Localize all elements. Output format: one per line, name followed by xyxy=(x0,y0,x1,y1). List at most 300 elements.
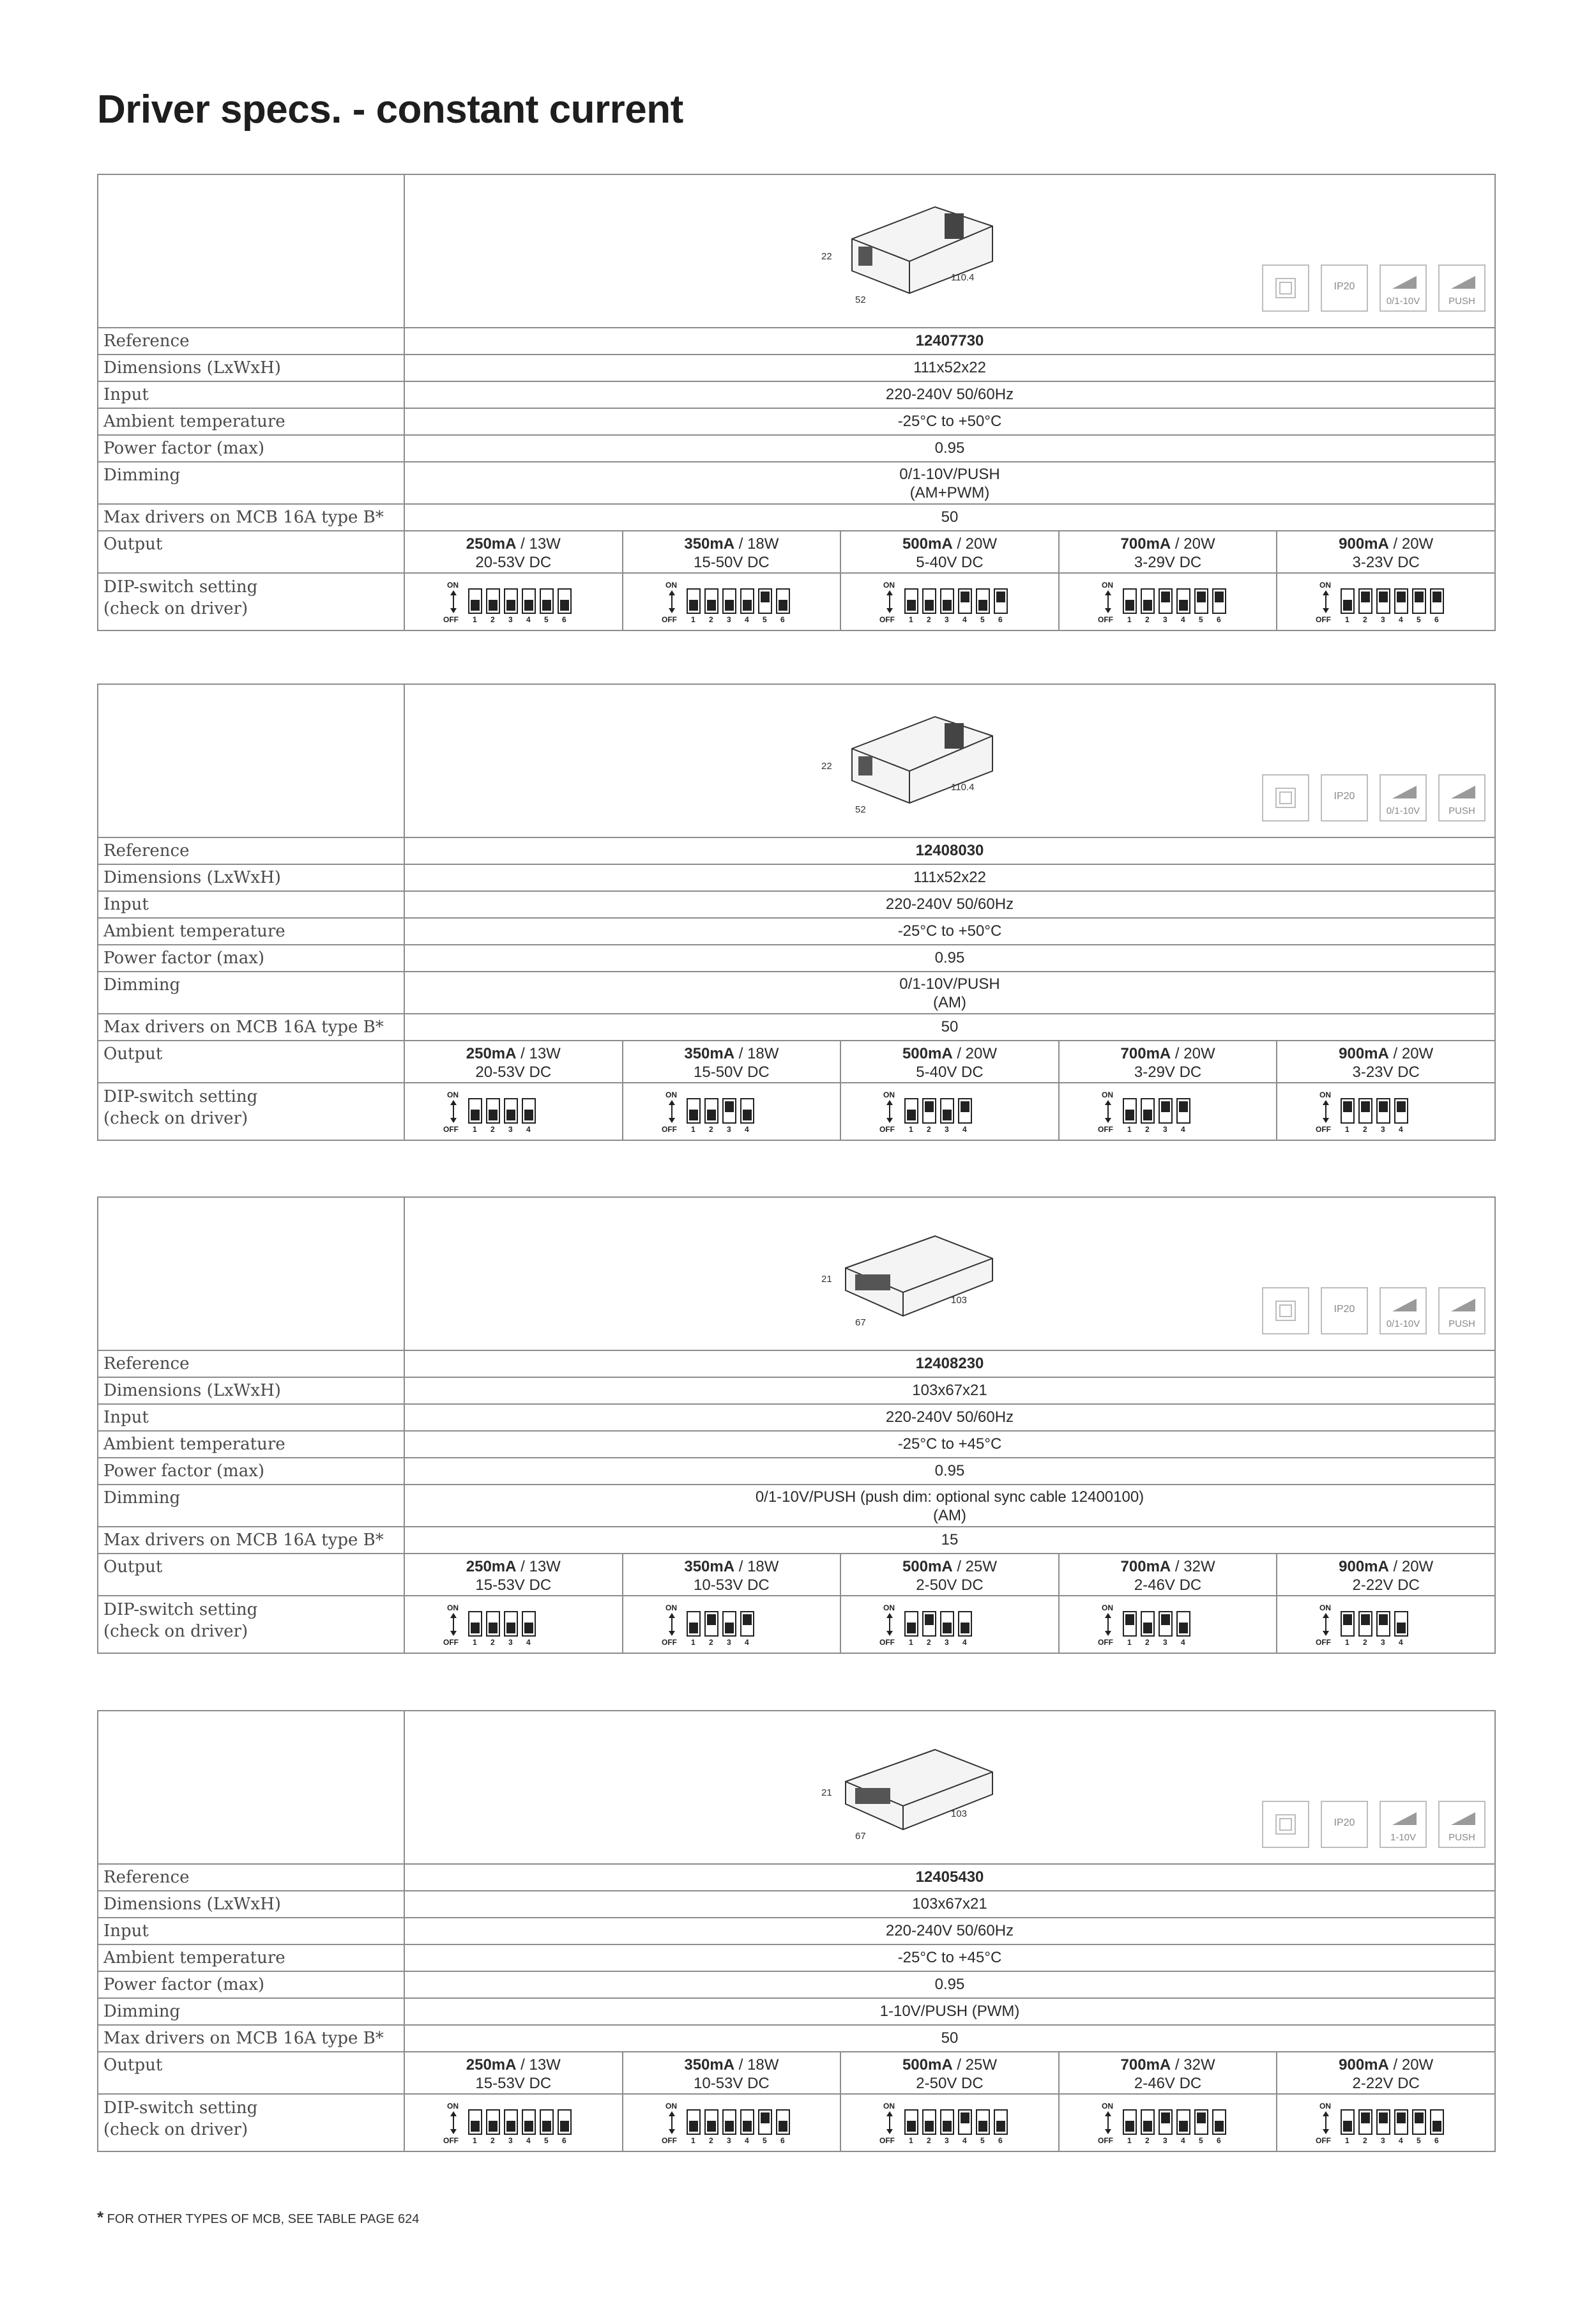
dip-switch-number: 3 xyxy=(726,2136,731,2145)
dip-switch-number: 1 xyxy=(690,615,695,624)
dip-switch-number: 4 xyxy=(744,615,749,624)
dip-switch-knob-3 xyxy=(1161,1614,1170,1625)
product-image-cell xyxy=(405,1198,1494,1350)
dip-on-label: ON xyxy=(1319,581,1332,590)
dip-switch-cells xyxy=(405,1083,1494,1140)
dip-switch-cell xyxy=(623,574,842,630)
dip-switch-number: 1 xyxy=(909,1125,913,1134)
dip-on-label: ON xyxy=(1319,1603,1332,1612)
dip-switch-knob-5 xyxy=(978,600,987,611)
output-power: / 13W xyxy=(516,535,561,553)
dip-switch-knob-1 xyxy=(689,2121,698,2132)
ramp-shape xyxy=(1451,1812,1475,1825)
dip-switch-diagram xyxy=(1316,1601,1425,1647)
dip-switch-number: 2 xyxy=(1363,1125,1368,1134)
power-factor-value: 0.95 xyxy=(934,1462,965,1479)
output-cells xyxy=(405,1041,1494,1082)
dip-arrow-up xyxy=(1105,1100,1111,1105)
dip-switch-diagram xyxy=(662,1088,771,1134)
output-current: 500mA xyxy=(902,2056,953,2074)
dip-switch-knob-3 xyxy=(1379,1101,1388,1112)
output-current-power xyxy=(1277,2056,1494,2074)
dip-switch-knob-5 xyxy=(1415,592,1424,602)
dip-switch-number: 3 xyxy=(508,1638,513,1647)
dimensions-row xyxy=(98,865,1494,892)
reference-value: 12405430 xyxy=(915,1868,984,1886)
dip-switch-number: 2 xyxy=(1144,1638,1150,1647)
reference-label: Reference xyxy=(98,838,405,864)
output-power: / 32W xyxy=(1171,1558,1215,1575)
push-dimming-icon xyxy=(1438,1801,1486,1848)
output-cell xyxy=(1277,1554,1494,1595)
output-cell xyxy=(1277,1041,1494,1082)
dimensions-row xyxy=(98,1378,1494,1405)
output-voltage: 5-40V DC xyxy=(916,1064,984,1081)
dip-switch-knob-2 xyxy=(707,1110,716,1120)
ambient-temperature-row xyxy=(98,1432,1494,1458)
dip-on-label: ON xyxy=(665,1090,677,1099)
product-image-row xyxy=(98,1198,1494,1351)
dip-switch-number: 1 xyxy=(473,615,477,624)
output-current-power xyxy=(1060,1557,1277,1576)
output-cell xyxy=(405,1554,623,1595)
feature-icons xyxy=(1262,1801,1486,1848)
dip-switch-knob-5 xyxy=(978,2121,987,2132)
output-power: / 20W xyxy=(1171,1045,1215,1062)
reference-label: Reference xyxy=(98,1865,405,1890)
dip-switch-knob-1 xyxy=(907,1623,916,1633)
dip-switch-knob-1 xyxy=(689,1623,698,1633)
ramp-icon xyxy=(1451,1299,1475,1311)
dip-switch-cell xyxy=(841,574,1060,630)
spec-table-2 xyxy=(97,684,1496,1141)
output-power: / 18W xyxy=(734,535,779,553)
blank-cell xyxy=(98,175,405,327)
output-power: / 18W xyxy=(734,1558,779,1575)
dip-switch-knob-6 xyxy=(560,2121,569,2132)
dimming-row xyxy=(98,1485,1494,1527)
push-label: PUSH xyxy=(1448,806,1475,816)
dip-switch-number: 1 xyxy=(1345,2136,1350,2145)
ambient-temperature-label: Ambient temperature xyxy=(98,919,405,944)
dim-height: 21 xyxy=(821,1787,832,1798)
dip-switch-row xyxy=(98,1083,1494,1140)
dimensions-row xyxy=(98,1891,1494,1918)
power-factor-value: 0.95 xyxy=(934,439,965,457)
dip-switch-knob-5 xyxy=(542,2121,551,2132)
driver-drawing-svg xyxy=(807,1737,999,1858)
driver-drawing-svg xyxy=(807,710,999,832)
dip-switch-diagram xyxy=(879,579,1025,625)
output-current: 700mA xyxy=(1120,2056,1171,2074)
dip-switch-knob-5 xyxy=(1415,2112,1424,2123)
max-drivers-row xyxy=(98,2026,1494,2052)
push-label: PUSH xyxy=(1448,1832,1475,1843)
dip-switch-number: 1 xyxy=(1345,1125,1350,1134)
output-voltage: 2-22V DC xyxy=(1352,2075,1420,2092)
dip-switch-number: 5 xyxy=(762,2136,767,2145)
dip-switch-number: 6 xyxy=(998,2136,1003,2145)
dip-switch-knob-3 xyxy=(725,1623,734,1633)
dip-switch-cell xyxy=(623,1596,842,1653)
dimming-label: 0/1-10V xyxy=(1386,806,1420,816)
dip-on-label: ON xyxy=(1319,2102,1332,2111)
output-power: / 20W xyxy=(1171,535,1215,553)
output-power: / 18W xyxy=(734,2056,779,2074)
max-drivers-row xyxy=(98,505,1494,531)
dimming-icon xyxy=(1379,774,1427,821)
output-power: / 20W xyxy=(952,535,998,553)
dimming-value xyxy=(405,1485,1494,1526)
dip-switch-diagram xyxy=(1098,579,1243,625)
dip-switch-knob-6 xyxy=(779,2121,787,2132)
dip-switch-knob-4 xyxy=(524,1110,533,1120)
double-square-icon xyxy=(1275,278,1296,298)
dip-switch-number: 1 xyxy=(473,1125,477,1134)
dip-arrow-down xyxy=(886,1118,893,1123)
power-factor-value: 0.95 xyxy=(934,1976,965,1993)
dip-switch-number: 4 xyxy=(1399,2136,1404,2145)
power-factor-label: Power factor (max) xyxy=(98,436,405,461)
dip-switch-cell xyxy=(623,2095,842,2151)
blank-cell xyxy=(98,1711,405,1863)
output-cell xyxy=(1060,2052,1278,2093)
input-row xyxy=(98,1405,1494,1432)
dip-off-label: OFF xyxy=(1316,615,1332,624)
dip-switch-number: 6 xyxy=(998,615,1003,624)
dip-off-label: OFF xyxy=(1097,2136,1113,2145)
dip-switch-number: 2 xyxy=(708,615,713,624)
feature-icons xyxy=(1262,774,1486,821)
push-dimming-icon xyxy=(1438,264,1486,312)
dip-switch-number: 1 xyxy=(690,1638,695,1647)
dip-arrow-down xyxy=(1105,1631,1111,1636)
dimming-label: Dimming xyxy=(98,972,405,1013)
output-cell xyxy=(1060,1554,1278,1595)
dip-switch-label-line2: (check on driver) xyxy=(103,1109,248,1128)
dip-arrow-down xyxy=(450,608,457,613)
spec-table-3 xyxy=(97,1196,1496,1654)
dip-switch-number: 5 xyxy=(980,615,985,624)
dip-switch-number: 2 xyxy=(708,1638,713,1647)
output-current: 900mA xyxy=(1339,2056,1389,2074)
dip-off-label: OFF xyxy=(661,1125,677,1134)
dip-switch-knob-4 xyxy=(743,600,752,611)
output-current-power xyxy=(841,2056,1058,2074)
dip-arrow-up xyxy=(1323,1613,1329,1618)
dimensions-label: Dimensions (LxWxH) xyxy=(98,865,405,890)
dimensions-value: 111x52x22 xyxy=(913,869,986,886)
input-label: Input xyxy=(98,1405,405,1430)
dip-arrow-up xyxy=(886,1613,893,1618)
class-ii-icon xyxy=(1262,1287,1309,1334)
push-dimming-icon xyxy=(1438,1287,1486,1334)
dip-switch-knob-2 xyxy=(925,2121,934,2132)
dip-switch-number: 3 xyxy=(1381,1638,1386,1647)
double-square-icon xyxy=(1275,1301,1296,1321)
output-current: 500mA xyxy=(902,535,953,553)
dip-arrow-up xyxy=(886,2111,893,2116)
output-voltage: 2-50V DC xyxy=(916,2075,984,2092)
output-cell xyxy=(623,1041,842,1082)
dip-switch-cell xyxy=(623,1083,842,1140)
dip-switch-number: 1 xyxy=(1127,1125,1132,1134)
dip-switch-number: 3 xyxy=(945,2136,949,2145)
dimensions-label: Dimensions (LxWxH) xyxy=(98,1891,405,1917)
dim-length: 110.4 xyxy=(951,272,975,283)
dip-switch-number: 2 xyxy=(490,615,495,624)
dip-switch-number: 6 xyxy=(780,615,785,624)
dip-switch-label xyxy=(98,2095,405,2151)
dip-switch-cells xyxy=(405,1596,1494,1653)
dip-switch-number: 2 xyxy=(1363,1638,1368,1647)
dimming-label: 1-10V xyxy=(1390,1832,1417,1843)
reference-row xyxy=(98,1351,1494,1378)
driver-terminal xyxy=(858,247,872,266)
output-current-power xyxy=(623,2056,840,2074)
ramp-icon xyxy=(1392,1812,1417,1825)
ip-rating-label: IP20 xyxy=(1334,1304,1355,1315)
ambient-temperature-label: Ambient temperature xyxy=(98,1432,405,1457)
dip-switch-number: 1 xyxy=(473,2136,477,2145)
output-voltage: 3-23V DC xyxy=(1352,1064,1420,1081)
dip-switch-knob-4 xyxy=(961,592,969,602)
output-current: 700mA xyxy=(1120,1558,1171,1575)
output-cell xyxy=(405,531,623,572)
input-label: Input xyxy=(98,1918,405,1944)
dip-switch-knob-4 xyxy=(524,1623,533,1633)
dip-switch-knob-1 xyxy=(1125,600,1134,611)
dip-switch-knob-1 xyxy=(1343,1101,1352,1112)
ramp-shape xyxy=(1451,276,1475,289)
dip-switch-knob-4 xyxy=(743,2121,752,2132)
dip-switch-cell xyxy=(1277,1083,1494,1140)
dimming-value-line1: 0/1-10V/PUSH (push dim: optional sync cable 12400100) xyxy=(755,1488,1144,1506)
dip-switch-label-line1: DIP-switch setting xyxy=(103,1087,258,1106)
driver-drawing xyxy=(807,1737,999,1858)
dip-switch-knob-1 xyxy=(471,1623,480,1633)
product-image-cell xyxy=(405,685,1494,837)
dim-height: 22 xyxy=(821,251,832,262)
dip-switch-knob-5 xyxy=(1197,592,1206,602)
output-power: / 20W xyxy=(1388,1558,1434,1575)
output-cell xyxy=(841,531,1060,572)
output-cell xyxy=(405,1041,623,1082)
dip-switch-cell xyxy=(841,1083,1060,1140)
output-voltage: 3-29V DC xyxy=(1134,1064,1202,1081)
power-factor-row xyxy=(98,1972,1494,1999)
max-drivers-value: 50 xyxy=(941,508,959,526)
output-current: 350mA xyxy=(684,535,735,553)
dip-switch-number: 5 xyxy=(544,2136,549,2145)
dip-off-label: OFF xyxy=(1316,1638,1332,1647)
output-power: / 25W xyxy=(952,2056,998,2074)
ramp-shape xyxy=(1451,786,1475,798)
dip-switch-cell xyxy=(1277,1596,1494,1653)
double-square-icon xyxy=(1275,788,1296,808)
output-current-power xyxy=(1277,1557,1494,1576)
dim-height: 21 xyxy=(821,1274,832,1285)
dip-arrow-down xyxy=(1323,1118,1329,1123)
dip-on-label: ON xyxy=(1101,1603,1113,1612)
dip-switch-number: 3 xyxy=(1162,2136,1167,2145)
reference-value: 12407730 xyxy=(915,332,984,349)
output-current-power xyxy=(405,1044,622,1063)
driver-drawing xyxy=(807,201,999,322)
dip-switch-diagram xyxy=(662,579,807,625)
dip-arrow-down xyxy=(450,2129,457,2134)
driver-drawing-svg xyxy=(807,201,999,322)
dip-on-label: ON xyxy=(447,581,459,590)
dip-arrow-up xyxy=(450,1613,457,1618)
dip-switch-cell xyxy=(405,1596,623,1653)
output-voltage: 15-50V DC xyxy=(694,554,770,571)
output-voltage: 2-50V DC xyxy=(916,1577,984,1594)
dip-switch-number: 4 xyxy=(744,1125,749,1134)
dip-arrow-up xyxy=(669,1100,675,1105)
ramp-shape xyxy=(1392,1299,1417,1311)
dip-switch-cell xyxy=(405,574,623,630)
dip-switch-knob-3 xyxy=(725,1101,734,1112)
dimming-value-line1: 0/1-10V/PUSH xyxy=(899,466,1000,483)
dimming-label: Dimming xyxy=(98,1999,405,2024)
dip-switch-knob-3 xyxy=(943,600,952,611)
dip-switch-row xyxy=(98,574,1494,630)
dip-switch-knob-4 xyxy=(1397,1623,1406,1633)
dip-switch-number: 5 xyxy=(762,615,767,624)
max-drivers-value: 50 xyxy=(941,2029,959,2047)
dip-switch-knob-4 xyxy=(1397,2112,1406,2123)
dip-switch-knob-3 xyxy=(725,2121,734,2132)
dimming-label: 0/1-10V xyxy=(1386,296,1420,307)
dip-switch-knob-1 xyxy=(907,1110,916,1120)
dip-switch-number: 4 xyxy=(962,2136,967,2145)
dip-on-label: ON xyxy=(1101,2102,1113,2111)
output-current-power xyxy=(841,1557,1058,1576)
dip-on-label: ON xyxy=(1101,581,1113,590)
dip-switch-cell xyxy=(1060,2095,1278,2151)
ambient-temperature-row xyxy=(98,1945,1494,1972)
output-current: 350mA xyxy=(684,2056,735,2074)
dip-switch-knob-3 xyxy=(943,1110,952,1120)
dip-switch-number: 6 xyxy=(562,615,566,624)
dip-off-label: OFF xyxy=(879,1125,895,1134)
output-cells xyxy=(405,2052,1494,2093)
feature-icons xyxy=(1262,264,1486,312)
dip-switch-knob-3 xyxy=(1161,2112,1170,2123)
dip-switch-diagram xyxy=(1316,1088,1425,1134)
dip-switch-number: 3 xyxy=(945,1638,949,1647)
output-power: / 32W xyxy=(1171,2056,1215,2074)
dip-switch-number: 1 xyxy=(1345,615,1350,624)
ip-rating-icon xyxy=(1321,1287,1368,1334)
dip-switch-number: 4 xyxy=(1399,1125,1404,1134)
dimming-value xyxy=(405,972,1494,1013)
dip-switch-knob-4 xyxy=(1179,1101,1188,1112)
reference-label: Reference xyxy=(98,328,405,354)
dip-switch-knob-1 xyxy=(907,600,916,611)
power-factor-label: Power factor (max) xyxy=(98,1972,405,1997)
dip-switch-label-line2: (check on driver) xyxy=(103,2120,248,2139)
output-cell xyxy=(623,2052,842,2093)
dip-switch-number: 3 xyxy=(1162,1125,1167,1134)
dip-switch-number: 1 xyxy=(909,2136,913,2145)
dip-switch-knob-5 xyxy=(761,592,770,602)
dip-arrow-up xyxy=(669,2111,675,2116)
output-row xyxy=(98,1041,1494,1083)
max-drivers-value: 15 xyxy=(941,1531,959,1548)
ramp-shape xyxy=(1392,1812,1417,1825)
dip-switch-number: 4 xyxy=(1399,615,1404,624)
output-current: 900mA xyxy=(1339,1045,1389,1062)
dip-switch-knob-3 xyxy=(1379,592,1388,602)
output-power: / 20W xyxy=(1388,1045,1434,1062)
output-current: 350mA xyxy=(684,1558,735,1575)
output-cell xyxy=(1060,531,1278,572)
dip-off-label: OFF xyxy=(443,1638,459,1647)
dip-arrow-down xyxy=(886,608,893,613)
dip-switch-knob-2 xyxy=(489,600,498,611)
feature-icons xyxy=(1262,1287,1486,1334)
output-voltage: 15-50V DC xyxy=(694,1064,770,1081)
output-row xyxy=(98,2052,1494,2095)
dip-switch-diagram xyxy=(662,1601,771,1647)
output-cell xyxy=(623,531,842,572)
dip-switch-knob-2 xyxy=(1143,1110,1152,1120)
ramp-icon xyxy=(1451,276,1475,289)
dip-switch-knob-3 xyxy=(1379,2112,1388,2123)
dip-switch-cell xyxy=(1060,1596,1278,1653)
output-current-power xyxy=(1060,1044,1277,1063)
dip-switch-knob-4 xyxy=(1397,1101,1406,1112)
dip-switch-knob-2 xyxy=(925,1614,934,1625)
ramp-icon xyxy=(1392,786,1417,798)
ip-rating-label: IP20 xyxy=(1334,281,1355,292)
dip-on-label: ON xyxy=(665,1603,677,1612)
dip-off-label: OFF xyxy=(661,2136,677,2145)
dim-length: 103 xyxy=(951,1295,968,1306)
output-label: Output xyxy=(98,2052,405,2093)
dimming-label: 0/1-10V xyxy=(1386,1318,1420,1329)
ambient-temperature-value: -25°C to +45°C xyxy=(897,1949,1002,1966)
dip-switch-number: 1 xyxy=(473,1638,477,1647)
driver-drawing-svg xyxy=(807,1223,999,1345)
dip-switch-knob-6 xyxy=(1433,2121,1441,2132)
dip-switch-knob-3 xyxy=(1379,1614,1388,1625)
dim-length: 103 xyxy=(951,1808,968,1819)
output-power: / 20W xyxy=(952,1045,998,1062)
dip-switch-knob-6 xyxy=(1215,592,1224,602)
max-drivers-label: Max drivers on MCB 16A type B* xyxy=(98,505,405,530)
dip-switch-number: 2 xyxy=(1144,2136,1150,2145)
output-cell xyxy=(841,1554,1060,1595)
footnote-star: * xyxy=(97,2208,104,2227)
output-current: 500mA xyxy=(902,1558,953,1575)
dip-arrow-down xyxy=(886,1631,893,1636)
output-power: / 20W xyxy=(1388,2056,1434,2074)
push-label: PUSH xyxy=(1448,1318,1475,1329)
dip-arrow-down xyxy=(1105,1118,1111,1123)
output-current-power xyxy=(623,1557,840,1576)
output-current: 500mA xyxy=(902,1045,953,1062)
output-voltage: 20-53V DC xyxy=(475,554,552,571)
dip-switch-knob-2 xyxy=(1361,2112,1370,2123)
dip-switch-number: 6 xyxy=(1434,615,1440,624)
ambient-temperature-label: Ambient temperature xyxy=(98,1945,405,1971)
dip-off-label: OFF xyxy=(443,1125,459,1134)
dip-arrow-up xyxy=(886,590,893,595)
dip-switch-knob-1 xyxy=(1125,1110,1134,1120)
